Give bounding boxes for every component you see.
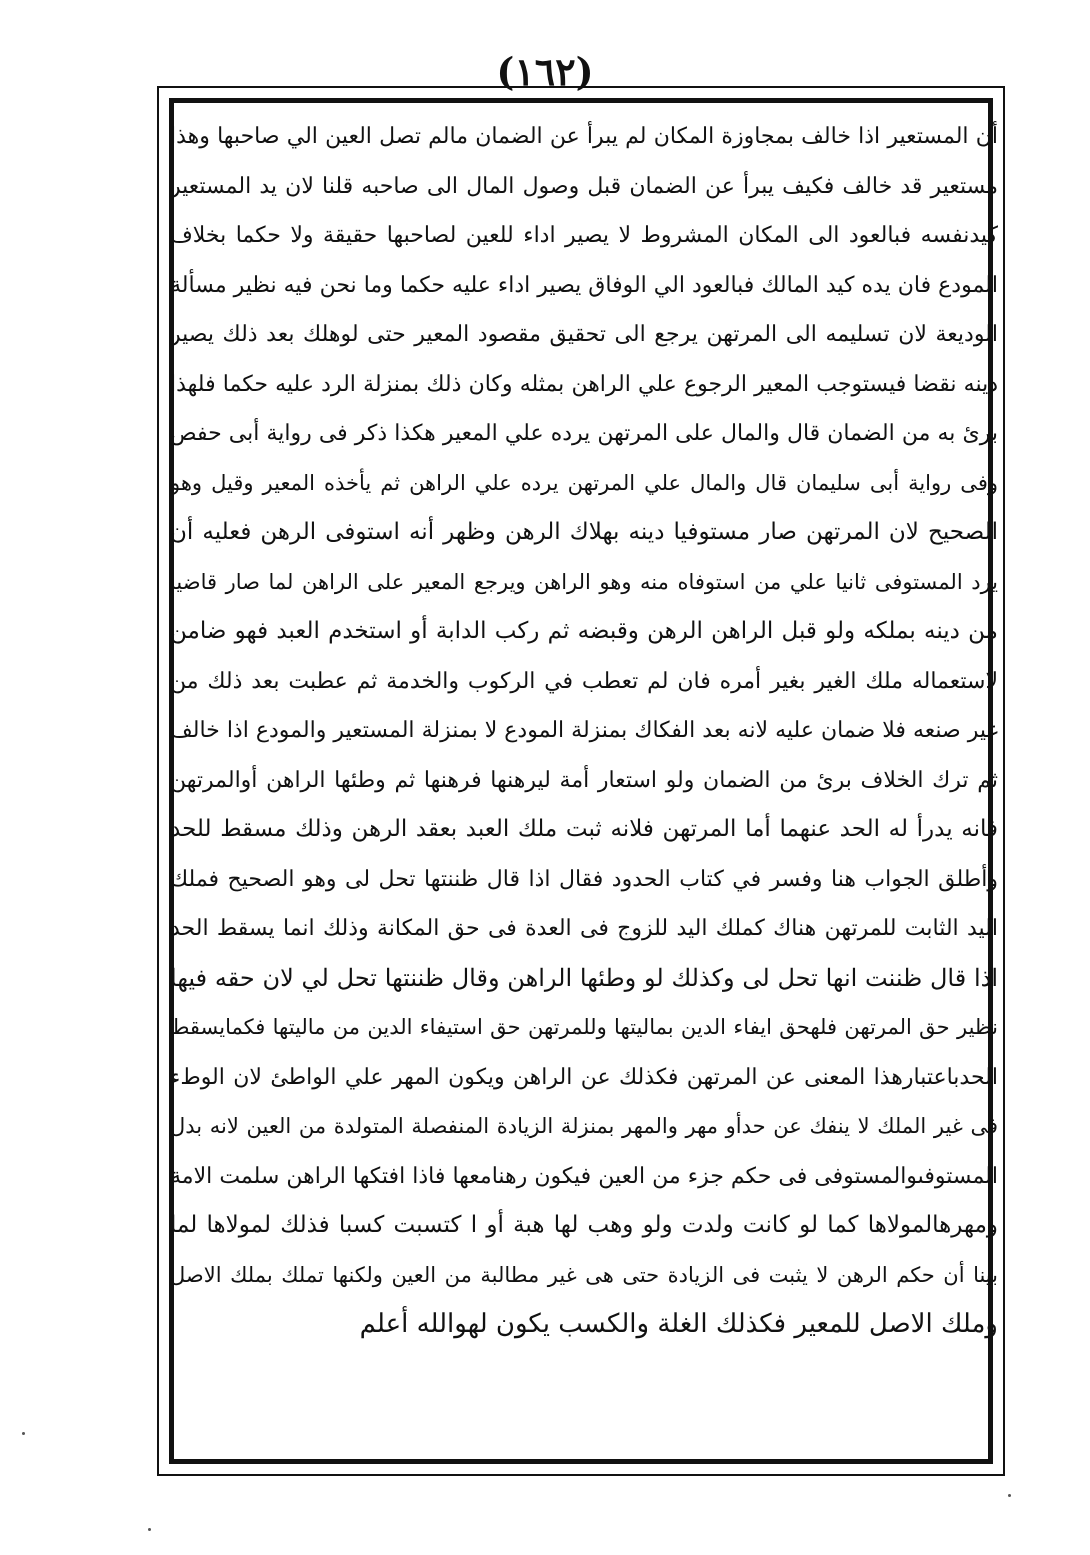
text-line: وملك الاصل للمعير فكذلك الغلة والكسب يكون لهوالله أعلم xyxy=(359,1309,998,1339)
text-line: المودع فان يده كيد المالك فبالعود الي الوفاق يصير اداء عليه حكما وما نحن فيه نظير مسألة xyxy=(170,272,998,298)
text-line: غير صنعه فلا ضمان عليه لانه بعد الفكاك بمنزلة المودع لا بمنزلة المستعير والمودع اذا خالف xyxy=(170,718,998,743)
text-line: يرد المستوفى ثانيا علي من استوفاه منه وهو الراهن ويرجع المعير على الراهن لما صار قاضيا xyxy=(170,569,998,594)
text-line: الوديعة لان تسليمه الى المرتهن يرجع الى تحقيق مقصود المعير حتى لوهلك بعد ذلك يصير xyxy=(170,322,998,347)
text-line: مستعير قد خالف فكيف يبرأ عن الضمان قبل وصول المال الى صاحبه قلنا لان يد المستعير xyxy=(170,173,998,199)
stray-ink-mark xyxy=(22,1432,25,1435)
text-line: ثم ترك الخلاف برئ من الضمان ولو استعار أمة ليرهنها فرهنها ثم وطئها الراهن أوالمرتهن xyxy=(170,767,998,793)
text-line: الصحيح لان المرتهن صار مستوفيا دينه بهلاك الرهن وظهر أنه استوفى الرهن فعليه أن xyxy=(170,519,998,545)
text-line: اذا قال ظننت انها تحل لى وكذلك لو وطئها الراهن وقال ظننتها تحل لي لان حقه فيها xyxy=(170,963,998,992)
text-line: المستوفىوالمستوفى فى حكم جزء من العين فيكون رهنامعها فاذا افتكها الراهن سلمت الامة xyxy=(170,1163,998,1189)
text-line: نظير حق المرتهن فلهحق ايفاء الدين بماليتها وللمرتهن حق استيفاء الدين من ماليتها فكمايسقط xyxy=(170,1015,998,1039)
text-line: برئ به من الضمان قال والمال على المرتهن يرده علي المعير هكذا ذكر فى رواية أبى حفص xyxy=(170,421,998,446)
body-text xyxy=(170,112,998,1462)
text-line: من دينه بملكه ولو قبل الراهن الرهن وقبضه ثم ركب الدابة أو استخدم العبد فهو ضامن xyxy=(170,618,998,644)
text-line: كيدنفسه فبالعود الى المكان المشروط لا يصير اداء للعين لصاحبها حقيقة ولا حكما بخلاف xyxy=(170,223,998,248)
text-line: أن المستعير اذا خالف بمجاوزة المكان لم يبرأ عن الضمان مالم تصل العين الي صاحبها وهذا xyxy=(170,124,998,149)
text-line: بينا أن حكم الرهن لا يثبت فى الزيادة حتى هى غير مطالبة من العين ولكنها تملك بملك الاصل xyxy=(170,1262,998,1287)
text-line: وأطلق الجواب هنا وفسر في كتاب الحدود فقال اذا قال ظننتها تحل لى وهو الصحيح فملك xyxy=(170,866,998,892)
text-line: الحدباعتبارهذا المعنى عن المرتهن فكذلك عن الراهن ويكون المهر علي الواطئ لان الوطء xyxy=(170,1064,998,1090)
stray-ink-mark xyxy=(148,1528,151,1531)
text-line: فى غير الملك لا ينفك عن حدأو مهر والمهر بمنزلة الزيادة المنفصلة المتولدة من العين لانه بدل xyxy=(170,1114,998,1138)
text-line: ومهرهالمولاها كما لو كانت ولدت ولو وهب لها هبة أو ا كتسبت كسبا فذلك لمولاها لما xyxy=(170,1212,998,1238)
text-line: وفى رواية أبى سليمان قال والمال علي المرتهن يرده علي الراهن ثم يأخذه المعير وقيل وهو xyxy=(170,470,998,495)
page-number: (١٦٢) xyxy=(496,49,594,94)
stray-ink-mark xyxy=(1008,1494,1011,1497)
text-line: فانه يدرأ له الحد عنهما أما المرتهن فلانه ثبت ملك العبد بعقد الرهن وذلك مسقط للحد xyxy=(170,816,998,842)
text-line: اليد الثابت للمرتهن هناك كملك اليد للزوج فى العدة فى حق المكانة وذلك انما يسقط الحد xyxy=(170,916,998,941)
text-line: دينه نقضا فيستوجب المعير الرجوع علي الراهن بمثله وكان ذلك بمنزلة الرد عليه حكما فلهذا xyxy=(170,371,998,397)
text-line: لاستعماله ملك الغير بغير أمره فان لم تعطب في الركوب والخدمة ثم عطبت بعد ذلك من xyxy=(170,668,998,694)
